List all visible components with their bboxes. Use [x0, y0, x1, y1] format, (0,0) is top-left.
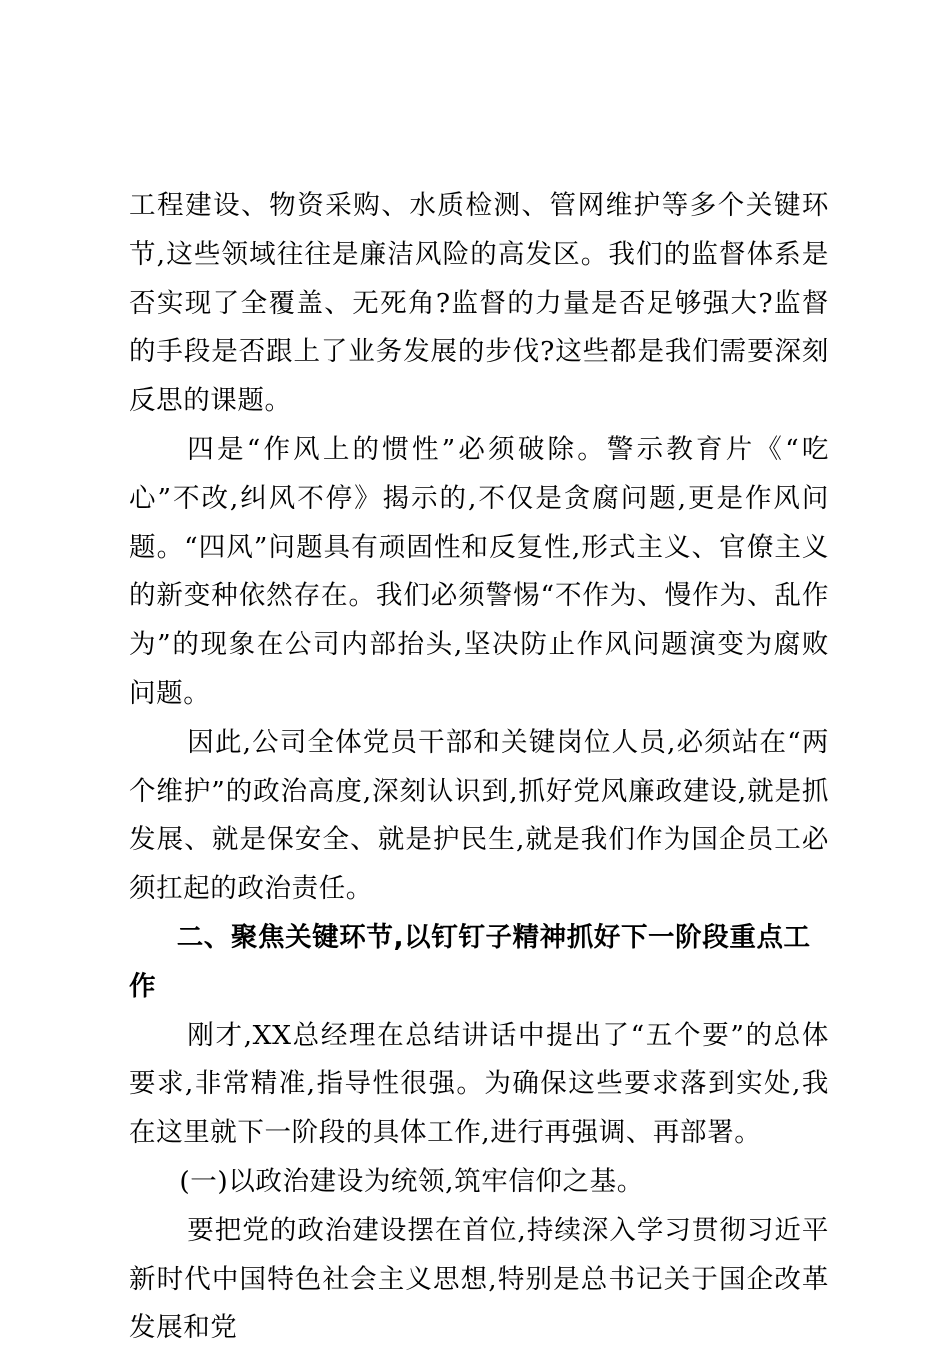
paragraph-political-building: 要把党的政治建设摆在首位,持续深入学习贯彻习近平新时代中国特色社会主义思想,特别是总书记关于国企改革发展和党	[129, 1214, 829, 1344]
paragraph-conclusion: 因此,公司全体党员干部和关键岗位人员,必须站在“两个维护”的政治高度,深刻认识到,抓好党风廉政建设,就是抓发展、就是保安全、就是护民生,就是我们作为国企员工必须扛起的政治责任。	[129, 726, 829, 905]
document-body	[129, 182, 829, 1353]
section-heading: 二、聚焦关键环节,以钉钉子精神抓好下一阶段重点工作	[129, 921, 811, 1002]
paragraph-continuation: 工程建设、物资采购、水质检测、管网维护等多个关键环节,这些领域往往是廉洁风险的高发区。我们的监督体系是否实现了全覆盖、无死角?监督的力量是否足够强大?监督的手段是否跟上了业务发展的步伐?这些都是我们需要深刻反思的课题。	[129, 190, 829, 417]
paragraph-work-style: 四是“作风上的惯性”必须破除。警示教育片《“吃心”不改,纠风不停》揭示的,不仅是贪腐问题,更是作风问题。“四风”问题具有顽固性和反复性,形式主义、官僚主义的新变种依然存在。我们必须警惕“不作为、慢作为、乱作为”的现象在公司内部抬头,坚决防止作风问题演变为腐败问题。	[129, 433, 829, 709]
paragraph-intro: 刚才,XX总经理在总结讲话中提出了“五个要”的总体要求,非常精准,指导性很强。为确保这些要求落到实处,我在这里就下一阶段的具体工作,进行再强调、再部署。	[129, 1019, 829, 1149]
subsection-heading: (一)以政治建设为统领,筑牢信仰之基。	[179, 1165, 644, 1197]
